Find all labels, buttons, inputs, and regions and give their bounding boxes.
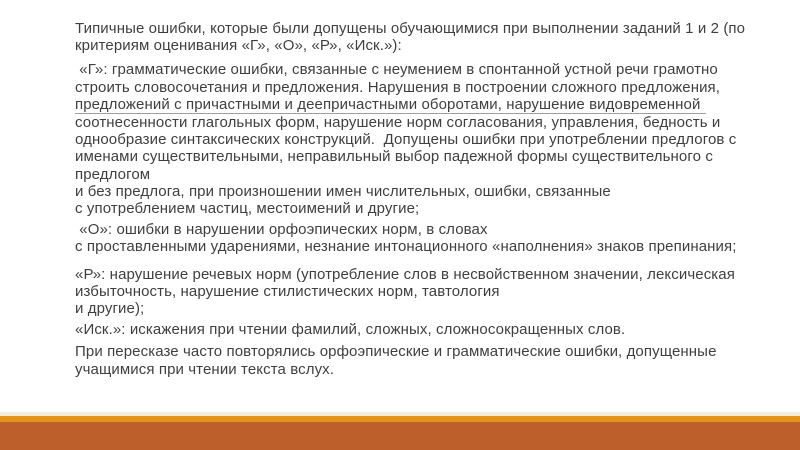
text-line: и другие);	[75, 300, 145, 318]
paragraph-criterion-isk	[75, 321, 765, 338]
text-line: с проставленными ударениями, незнание интонационного «наполнения» знаков препинания;	[75, 238, 737, 256]
text-line: именами существительными, неправильный выбор падежной формы существительного с	[75, 148, 713, 166]
text-line: «О»: ошибки в нарушении орфоэпических норм, в словах	[75, 221, 488, 239]
text-line: критериям оценивания «Г», «О», «Р», «Иск.»):	[75, 37, 402, 55]
paragraph-retelling-note	[75, 343, 765, 377]
paragraph-criterion-r	[75, 266, 765, 318]
paragraph-criterion-g	[75, 61, 765, 217]
text-line: учащимися при чтении текста вслух.	[75, 360, 335, 378]
text-line: «Р»: нарушение речевых норм (употребление слов в несвойственном значении, лексическая	[75, 265, 735, 283]
text-line: однообразие синтаксических конструкций. Допущены ошибки при употреблении предлогов с	[75, 131, 737, 149]
text-line: соотнесенности глагольных форм, нарушение норм согласования, управления, бедность и	[75, 114, 721, 132]
text-line-underlined	[75, 96, 765, 114]
text-line: При пересказе часто повторялись орфоэпические и грамматические ошибки, допущенные	[75, 343, 717, 361]
paragraph-intro	[75, 20, 765, 54]
text-line: и без предлога, при произношении имен числительных, ошибки, связанные	[75, 182, 611, 200]
footer-band	[0, 422, 800, 450]
text-line: «Иск.»: искажения при чтении фамилий, сложных, сложносокращенных слов.	[75, 321, 626, 339]
text-line: предлогом	[75, 165, 151, 183]
text-line: Типичные ошибки, которые были допущены обучающимися при выполнении заданий 1 и 2 (по	[75, 20, 746, 37]
slide-text-block	[75, 20, 765, 383]
slide-footer-decoration	[0, 412, 800, 450]
text-line: с употреблением частиц, местоимений и другие;	[75, 200, 420, 218]
text-line: строить словосочетания и предложения. Нарушения в построении сложного предложения,	[75, 78, 721, 96]
paragraph-criterion-o	[75, 221, 765, 255]
underlined-text: предложений с причастными и деепричастными оборотами, нарушение видовременной	[75, 96, 706, 114]
text-line: «Г»: грамматические ошибки, связанные с неумением в спонтанной устной речи грамотно	[75, 61, 718, 79]
text-line: избыточность, нарушение стилистических норм, тавтология	[75, 282, 500, 300]
